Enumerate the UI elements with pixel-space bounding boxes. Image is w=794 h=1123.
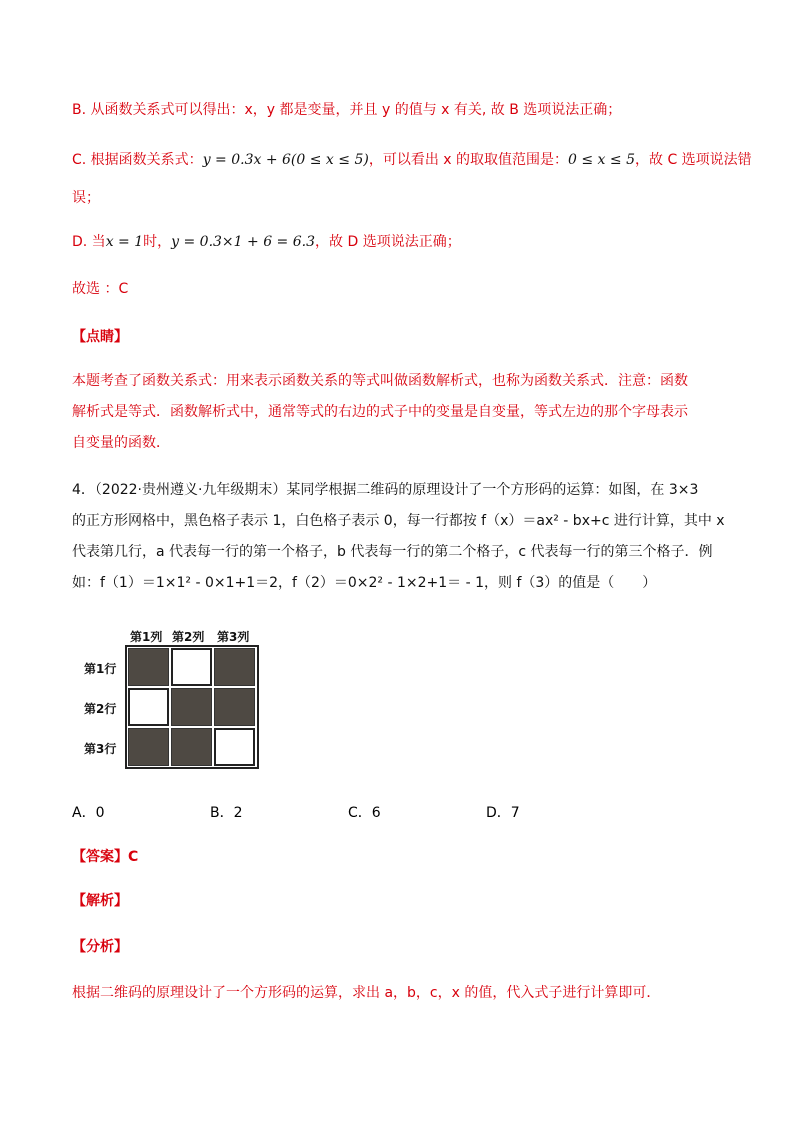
choice-b-letter: B． — [210, 805, 234, 821]
grid-cell-r1-c3 — [214, 648, 255, 686]
square-code-grid-figure — [84, 628, 274, 773]
option-d-mid: 时， — [143, 234, 172, 250]
choice-d-value: 7 — [510, 805, 520, 821]
fenxi-text: 根据二维码的原理设计了一个方形码的运算，求出 a，b，c，x 的值，代入式子进行计算即可． — [72, 985, 661, 1001]
option-d-explanation — [72, 232, 461, 252]
option-c-prefix: C. 根据函数关系式： — [72, 152, 203, 168]
choice-c-value: 6 — [371, 805, 381, 821]
option-c-formula: y = 0.3x + 6(0 ≤ x ≤ 5) — [202, 152, 369, 168]
choice-c — [348, 802, 381, 822]
question-4-line-4: 如：f（1）＝1×1² - 0×1+1＝2，f（2）＝0×2² - 1×2+1＝ - 1，则 f（3）的值是（ ） — [72, 575, 657, 591]
grid-cell-r2-c2 — [171, 688, 212, 726]
grid-cell-r3-c3 — [214, 728, 255, 766]
choice-a-value: 0 — [95, 805, 105, 821]
question-4-line-3: 代表第几行，a 代表每一行的第一个格子，b 代表每一行的第二个格子，c 代表每一行的第三个格子．例 — [72, 544, 713, 560]
option-c-range: 0 ≤ x ≤ 5 — [568, 152, 635, 168]
option-d-formula: y = 0.3×1 + 6 = 6.3 — [171, 234, 316, 250]
row-label-3: 第3行 — [84, 742, 117, 756]
choice-b-value: 2 — [233, 805, 243, 821]
choice-c-letter: C． — [348, 805, 372, 821]
choice-a — [72, 802, 105, 822]
option-c-mid: ，可以看出 x 的取取值范围是： — [368, 152, 569, 168]
dianjing-text-line-2: 解析式是等式．函数解析式中，通常等式的右边的式子中的变量是自变量，等式左边的那个字母表示 — [72, 404, 688, 420]
dianjing-text-line-3: 自变量的函数． — [72, 435, 170, 451]
choice-d — [486, 802, 520, 822]
question-4-line-2: 的正方形网格中，黑色格子表示 1，白色格子表示 0，每一行都按 f（x）＝ax² - bx+c 进行计算，其中 x — [72, 513, 725, 529]
choice-a-letter: A． — [72, 805, 96, 821]
question-4-line-1: 4．（2022·贵州遵义·九年级期末）某同学根据二维码的原理设计了一个方形码的运算：如图，在 3×3 — [72, 482, 699, 498]
grid-cell-r3-c1 — [128, 728, 169, 766]
grid-cell-r3-c2 — [171, 728, 212, 766]
option-d-condition: x = 1 — [105, 234, 144, 250]
dianjing-text-line-1: 本题考查了函数关系式：用来表示函数关系的等式叫做函数解析式，也称为函数关系式．注意：函数 — [72, 373, 688, 389]
answer-line: 【答案】C — [72, 849, 139, 865]
option-c-explanation — [72, 150, 752, 170]
option-d-suffix: ，故 D 选项说法正确； — [315, 234, 461, 250]
option-c-continuation: 误； — [72, 190, 100, 206]
grid-frame — [125, 645, 259, 769]
column-label-2: 第2列 — [172, 630, 205, 644]
fenxi-heading: 【分析】 — [72, 939, 128, 955]
selected-answer-line: 故选 ：C — [72, 281, 129, 297]
jiexi-heading: 【解析】 — [72, 893, 128, 909]
choice-b — [210, 802, 243, 822]
option-c-suffix: ，故 C 选项说法错 — [635, 152, 752, 168]
dianjing-heading: 【点睛】 — [72, 329, 128, 345]
row-label-2: 第2行 — [84, 702, 117, 716]
grid-cell-r2-c3 — [214, 688, 255, 726]
grid-cell-r1-c1 — [128, 648, 169, 686]
column-label-1: 第1列 — [130, 630, 163, 644]
option-b-explanation: B. 从函数关系式可以得出：x，y 都是变量，并且 y 的值与 x 有关, 故 B 选项说法正确； — [72, 102, 622, 118]
choice-d-letter: D． — [486, 805, 511, 821]
column-label-3: 第3列 — [217, 630, 250, 644]
option-d-prefix: D. 当 — [72, 234, 106, 250]
grid-cell-r2-c1 — [128, 688, 169, 726]
row-label-1: 第1行 — [84, 662, 117, 676]
grid-cell-r1-c2 — [171, 648, 212, 686]
